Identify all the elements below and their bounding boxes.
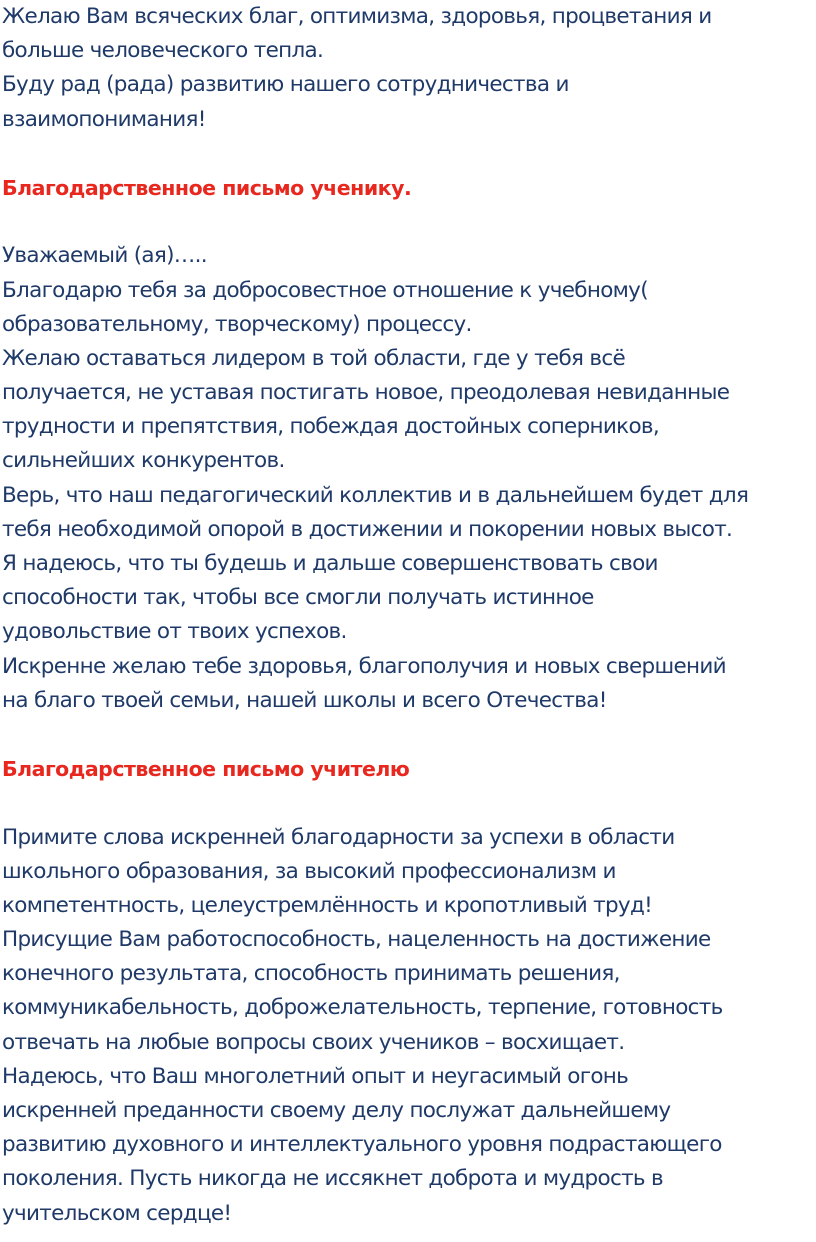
text-line: взаимопонимания! [2,106,206,132]
student-letter-heading: Благодарственное письмо ученику. [2,175,412,200]
spacer [2,786,808,820]
text-line: Надеюсь, что Ваш многолетний опыт и неугасимый огонь [2,1063,629,1089]
spacer [2,205,808,239]
text-line: образовательному, творческому) процессу. [2,311,472,337]
text-line: Я надеюсь, что ты будешь и дальше совершенствовать свои [2,551,658,576]
text-line: коммуникабельность, доброжелательность, терпение, готовность [2,995,723,1021]
text-line: учительском сердце! [2,1200,232,1226]
text-line: Уважаемый (ая)….. [2,243,207,269]
text-line: развитию духовного и интеллектуального уровня подрастающего [2,1132,722,1158]
text-line: трудности и препятствия, побеждая достойных соперников, [2,414,660,440]
text-line: сильнейших конкурентов. [2,448,285,474]
text-line: конечного результата, способность принимать решения, [2,961,620,987]
teacher-letter-section [2,752,808,1231]
intro-paragraph [2,0,808,137]
text-line: больше человеческого тепла. [2,38,324,64]
text-line: Желаю оставаться лидером в той области, где у тебя всё [2,345,625,371]
text-line: Присущие Вам работоспособность, нацеленность на достижение [2,927,711,953]
spacer [2,718,808,752]
text-line: отвечать на любые вопросы своих учеников – восхищает. [2,1029,625,1055]
document-page [2,0,808,1231]
text-line: поколения. Пусть никогда не иссякнет доброта и мудрость в [2,1166,663,1192]
text-line: получается, не уставая постигать новое, преодолевая невиданные [2,380,730,406]
text-line: искренней преданности своему делу послужат дальнейшему [2,1098,671,1123]
text-line: способности так, чтобы все смогли получать истинное [2,585,594,611]
text-line: Желаю Вам всяческих благ, оптимизма, здоровья, процветания и [2,4,712,29]
text-line: на благо твоей семьи, нашей школы и всего Отечества! [2,687,607,713]
text-line: удовольствие от твоих успехов. [2,619,347,645]
text-line: Искренне желаю тебе здоровья, благополучия и новых свершений [2,653,726,679]
text-line: школьного образования, за высокий профессионализм и [2,858,616,884]
teacher-letter-heading: Благодарственное письмо учителю [2,757,410,782]
text-line: Благодарю тебя за добросовестное отношение к учебному( [2,277,648,303]
spacer [2,137,808,171]
student-letter-section [2,171,808,718]
text-line: Буду рад (рада) развитию нашего сотрудничества и [2,72,569,98]
text-line: Примите слова искренней благодарности за успехи в области [2,824,675,850]
text-line: тебя необходимой опорой в достижении и покорении новых высот. [2,516,733,542]
text-line: Верь, что наш педагогический коллектив и в дальнейшем будет для [2,482,749,508]
text-line: компетентность, целеустремлённость и кропотливый труд! [2,892,653,918]
